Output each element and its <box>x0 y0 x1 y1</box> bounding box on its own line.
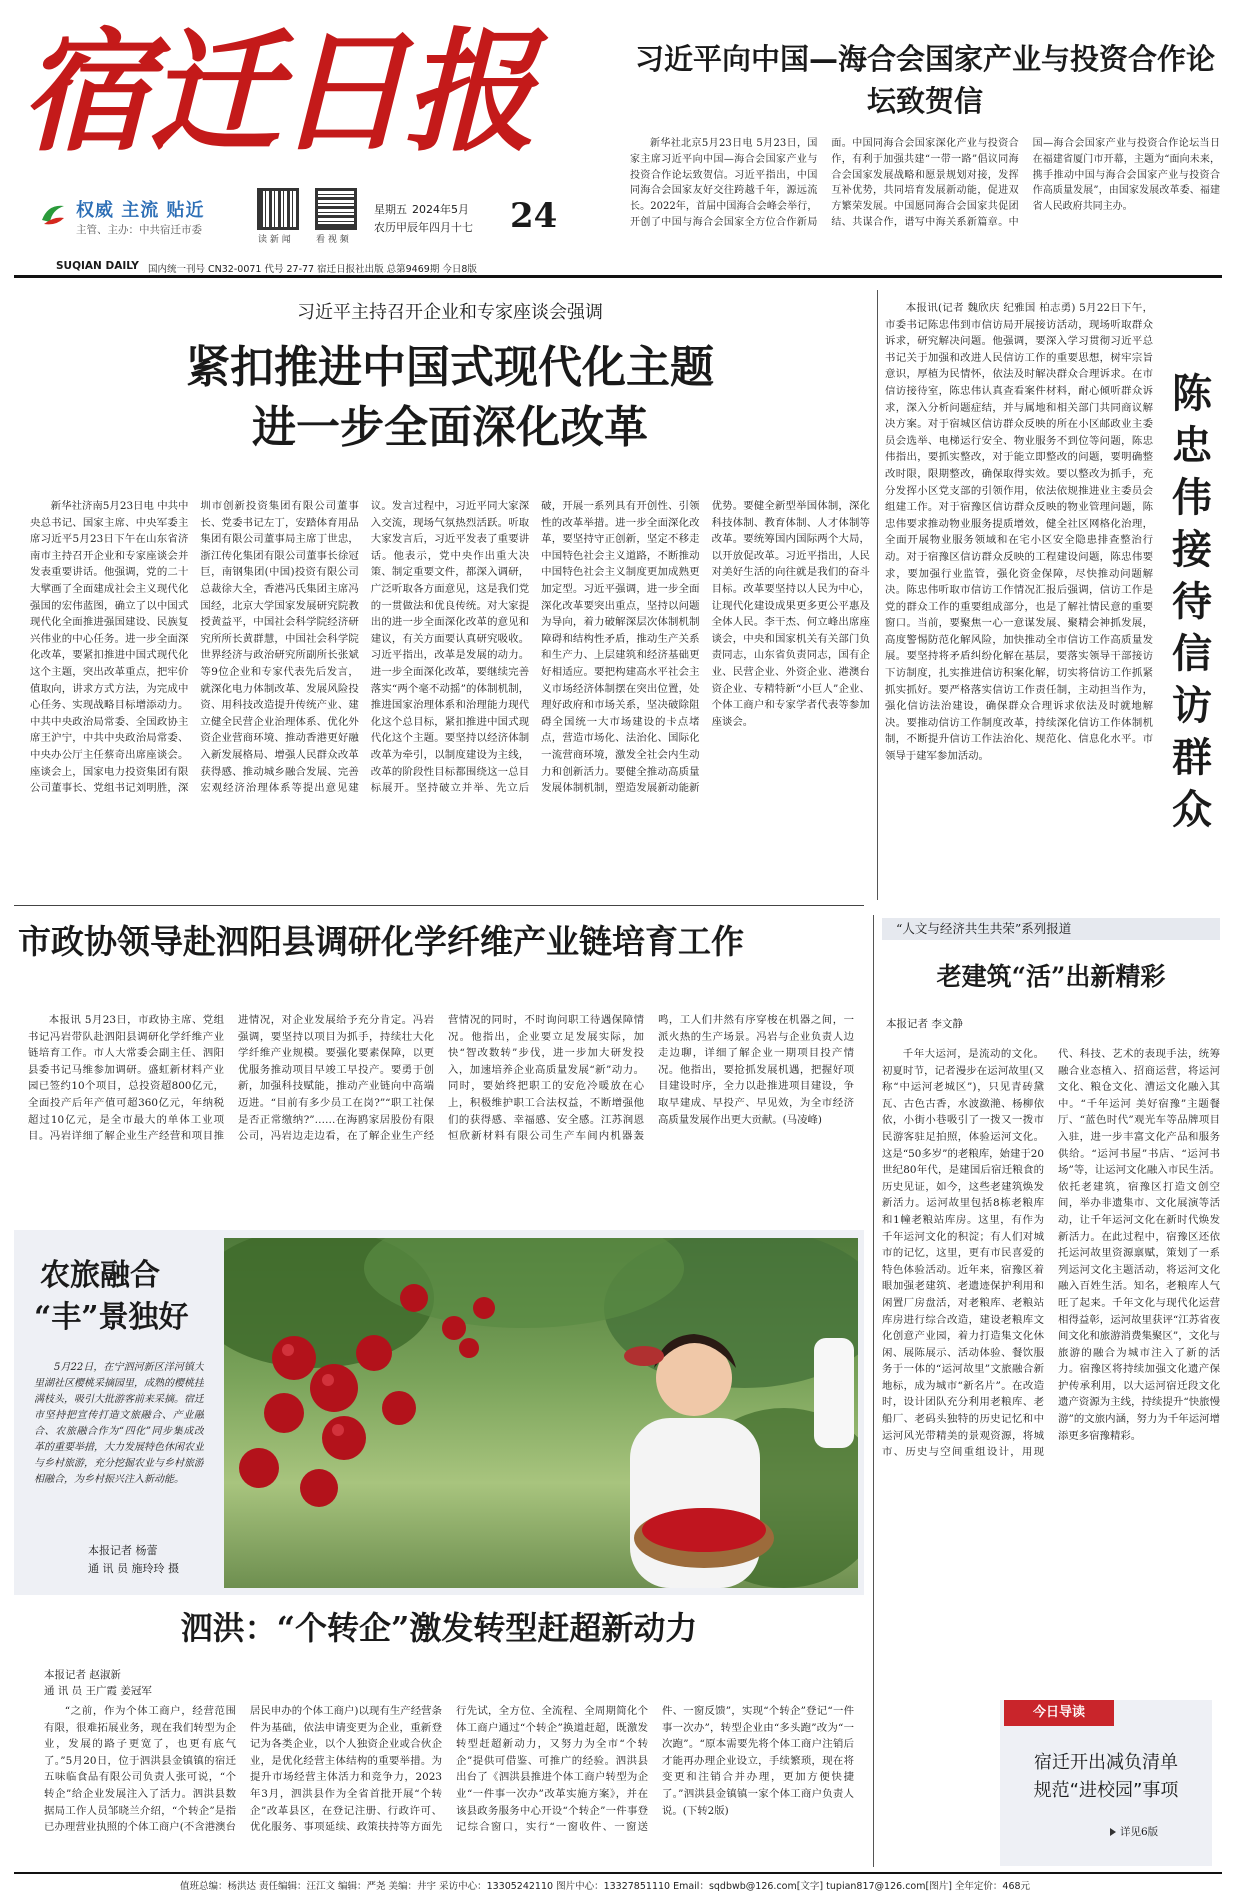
column-divider-lower <box>873 915 874 1867</box>
preview-headline-line2: 规范“进校园”事项 <box>1033 1780 1179 1801</box>
lead-headline-line1: 紧扣推进中国式现代化主题 <box>186 342 714 393</box>
preview-page-ref-label: 详见6版 <box>1120 1826 1159 1838</box>
masthead <box>20 8 620 278</box>
slogan: 权威 主流 贴近 <box>76 200 205 221</box>
chen-headline: 陈忠伟接待信访群众 <box>1172 370 1212 833</box>
sihong-byline-2: 通 讯 员 王广霞 姜冠军 <box>44 1685 152 1697</box>
preview-label: 今日导读 <box>1004 1700 1114 1726</box>
lead-story <box>30 300 870 900</box>
sihong-story-text: “之前，作为个体工商户，经营范围有限，很难拓展业务，现在我们转型为企业，发展的路子更宽了，也更有底气了。”5月20日，位于泗洪县金镇镇的宿迁五味临食品有限公司负责人张可说，“个转企”给企业发展注入了活力。泗洪县数据局工作人员邹晓兰介绍，“个转企”是指已办理营业执照的个体工商户(不含港澳台居民申办的个体工商户)以现有生产经营条件为基础，依法申请变更为企业，重新登记为各类企业，以个人独资企业或合伙企业，是优化经营主体结构的重要举措。为提升市场经营主体活力和竞争力，2023年3月，泗洪县作为全省首批开展“个转企”改革县区，在登记注册、行政许可、优化服务、事项延续、政策扶持等方面先行先试，全方位、全流程、全周期简化个体工商户通过“个转企”换道赶超，既激发转型赶超新动力，又努力为全市“个转企”提供可借鉴、可推广的经验。泗洪县出台了《泗洪县推进个体工商户转型为企业“一件事一次办”改革实施方案》，并在该县政务服务中心开设“个转企”一件事登记综合窗口，实行“一窗收件、一窗送件、一窗反馈”，实现“个转企”登记“一件事一次办”，转型企业由“多头跑”改为“一次跑”。“原本需要先将个体工商户注销后才能再办理企业设立，手续繁琐，现在将变更和注销合并办理，更加方便快捷了。”泗洪县金镇镇一家个体工商户负责人说。(下转2版) <box>44 1705 854 1834</box>
photo-byline-2: 通 讯 员 施玲玲 摄 <box>88 1562 179 1575</box>
preview-box[interactable] <box>1000 1700 1212 1866</box>
slogan-logo-icon <box>38 200 68 230</box>
series-label: “人文与经济共生共荣”系列报道 <box>882 918 1220 940</box>
chevron-right-icon <box>1110 1828 1116 1836</box>
column-divider <box>877 290 878 900</box>
cppcc-story-text: 本报讯 5月23日，市政协主席、党组书记冯岩带队赴泗阳县调研化学纤维产业链培育工作。市人大常委会副主任、泗阳县委书记马维参加调研。盛虹新材料产业园已签约10个项目，总投资超800亿元，全面投产后年产值可超360亿元，年纳税超过10亿元，是全市最大的单体工业项目。冯岩详细了解企业生产经营和项目推进情况，对企业发展给予充分肯定。冯岩强调，要坚持以项目为抓手，持续壮大化学纤维产业规模。要强化要素保障，以更优服务推动项目早竣工早投产。要勇于创新，加强科技赋能，推动产业链向中高端迈进。“目前有多少员工在岗?”“职工社保是否正常缴纳?”……在海鸥家居股份有限公司，冯岩边走边看，在了解企业生产经营情况的同时，不时询问职工待遇保障情况。他指出，企业要立足发展实际，加快“智改数转”步伐，进一步加大研发投入，加速培养企业高质量发展“新”动力。同时，要始终把职工的安危冷暖放在心上，积极维护职工合法权益，不断增强他们的获得感、幸福感、安全感。江苏润恩恒欣新材料有限公司生产车间内机器轰鸣，工人们井然有序穿梭在机器之间，一派火热的生产场景。冯岩与企业负责人边走边聊，详细了解企业一期项目投产情况。他指出，要抢抓发展机遇，把握好项目建设时序，全力以赴推进项目建设，争取早建成、早投产、早见效，为全市经济高质量发展作出更大贡献。(马凌峰) <box>28 1014 854 1143</box>
top-story-text: 新华社北京5月23日电 5月23日，国家主席习近平向中国—海合会国家产业与投资合作论坛致贺信。习近平指出，中国同海合会国家友好交往跨越千年，源远流长。2022年，首届中国海合会峰会举行，开创了中国与海合会国家全方位合作新局面。中国同海合会国家深化产业与投资合作，有利于加强共建“一带一路”倡议同海合会国家发展战略和愿景规划对接，发挥互补优势，共同培育发展新动能，促进双方繁荣发展。中国愿同海合会国家共促团结、共谋合作，谱写中海关系新篇章。中国—海合会国家产业与投资合作论坛当日在福建省厦门市开幕，主题为“面向未来，携手推动中国与海合会国家产业与投资合作高质量发展”，由国家发展改革委、福建省人民政府共同主办。 <box>630 138 1220 228</box>
lead-kicker: 习近平主持召开企业和专家座谈会强调 <box>297 302 603 323</box>
photo-title-line1: 农旅融合 <box>40 1258 160 1293</box>
footer-rule <box>14 1872 1222 1874</box>
qr-label-video: 看 视 频 <box>316 235 349 245</box>
photo-byline-1: 本报记者 杨蕾 <box>88 1544 158 1557</box>
qr-code-news[interactable] <box>257 188 299 230</box>
english-name: SUQIAN DAILY <box>56 260 139 272</box>
cppcc-story <box>14 918 864 1218</box>
preview-page-ref[interactable] <box>1110 1824 1158 1839</box>
lead-headline-line2: 进一步全面深化改革 <box>252 402 648 453</box>
sihong-headline: 泗洪：“个转企”激发转型赶超新动力 <box>180 1609 698 1647</box>
lead-story-text: 新华社济南5月23日电 中共中央总书记、国家主席、中央军委主席习近平5月23日下午在山东省济南市主持召开企业和专家座谈会并发表重要讲话。他强调，党的二十大擘画了全面建成社会主义现代化强国的宏伟蓝图，确立了以中国式现代化全面推进强国建设、民族复兴伟业的中心任务。进一步全面深化改革，要紧扣推进中国式现代化这个主题，突出改革重点，把牢价值取向，讲求方式方法，为完成中心任务、实现战略目标增添动力。中共中央政治局常委、全国政协主席王沪宁，中共中央政治局常委、中央办公厅主任蔡奇出席座谈会。座谈会上，国家电力投资集团有限公司董事长、党组书记刘明胜，深圳市创新投资集团有限公司董事长、党委书记左丁，安踏体育用品集团有限公司董事局主席丁世忠，浙江传化集团有限公司董事长徐冠巨，南钢集团(中国)投资有限公司总裁徐大全，香港冯氏集团主席冯国经，北京大学国家发展研究院教授黄益平，中国社会科学院经济研究所所长黄群慧，中国社会科学院世界经济与政治研究所副所长张斌等9位企业和专家代表先后发言，就深化电力体制改革、发展风险投资、用科技改造提升传统产业、建立健全民营企业治理体系、优化外资企业营商环境、推动香港更好融入新发展格局、增强人民群众改革获得感、推动城乡融合发展、完善宏观经济治理体系等提出意见建议。发言过程中，习近平同大家深入交流，现场气氛热烈活跃。听取大家发言后，习近平发表了重要讲话。他表示，党中央作出重大决策、制定重要文件，都深入调研，广泛听取各方面意见，这是我们党的一贯做法和优良传统。对大家提出的进一步全面深化改革的意见和建议，有关方面要认真研究吸收。习近平指出，改革是发展的动力。进一步全面深化改革，要继续完善落实“两个毫不动摇”的体制机制，推进国家治理体系和治理能力现代化这个总目标，紧扣推进中国式现代化这个主题。要坚持以经济体制改革为牵引，以制度建设为主线，改革的阶段性目标都围绕这一总目标展开。坚持破立并举、先立后破，开展一系列具有开创性、引领性的改革举措。进一步全面深化改革，要坚持守正创新，坚定不移走中国特色社会主义道路，不断推动中国特色社会主义制度更加成熟更加定型。习近平强调，进一步全面深化改革要突出重点，坚持以问题为导向，着力破解深层次体制机制障碍和结构性矛盾，推动生产关系和生产力、上层建筑和经济基础更好相适应。要把构建高水平社会主义市场经济体制摆在突出位置，处理好政府和市场关系，坚决破除阻碍全国统一大市场建设的卡点堵点，营造市场化、法治化、国际化一流营商环境，激发全社会内生动力和创新活力。要健全推动高质量发展体制机制，塑造发展新动能新优势。要健全新型举国体制，深化科技体制、教育体制、人才体制等改革。要统筹国内国际两个大局，以开放促改革。习近平指出，人民对美好生活的向往就是我们的奋斗目标。改革要坚持以人民为中心，让现代化建设成果更多更公平惠及全体人民。李干杰、何立峰出席座谈会，中央和国家机关有关部门负责同志，山东省负责同志，国有企业、民营企业、外资企业、港澳台资企业、专精特新“小巨人”企业、个体工商户和专家学者代表等参加座谈会。 <box>30 500 870 795</box>
chen-story-text: 本报讯(记者 魏欣庆 纪雅国 柏志勇) 5月22日下午，市委书记陈忠伟到市信访局开展接访活动，现场听取群众诉求，研究解决问题。他强调，要深入学习贯彻习近平总书记关于加强和改进人民信访工作的重要思想，树牢宗旨意识，厚植为民情怀，依法及时解决群众合理诉求。在市信访接待室，陈忠伟认真查看案件材料，耐心倾听群众诉求，深入分析问题症结，并与属地和相关部门共同商议解决方案。对于宿城区信访群众反映的所在小区邮政业主委员会选举、电梯运行安全、物业服务不到位等问题，陈忠伟指出，要抓实整改，对于能立即整改的问题，要明确整改时限，限期整改，确保取得实效。要以整改为抓手，充分发挥小区党支部的引领作用，依法依规推进业主委员会组建工作。对于宿豫区信访群众反映的物业管理问题，陈忠伟要求推动物业服务提质增效，健全社区网格化治理，全面开展物业服务领域和在宅小区安全隐患排查整治行动。对于宿豫区信访群众反映的工程建设问题，陈忠伟要求，要加强行业监管，强化资金保障，尽快推动问题解决。陈忠伟听取市信访工作情况汇报后强调，信访工作是党的群众工作的重要组成部分，也是了解社情民意的重要窗口。当前，要聚焦一心一意谋发展、聚精会神抓发展，高度警惕防范化解风险，加快推动全市信访工作高质量发展。要坚持将矛盾纠纷化解在基层，要落实领导干部接访下访制度，扎实推进信访积案化解，切实将信访工作抓紧抓实抓好。要严格落实信访工作责任制，主动担当作为，强化信访法治建设，确保群众合理诉求依法及时就地解决。要推动信访工作制度改革，持续深化信访工作体制机制，不断提升信访工作法治化、规范化、信息化水平。市领导于建军参加活动。 <box>885 302 1153 763</box>
cherry-orchard-photo <box>224 1238 858 1588</box>
masthead-rule <box>14 275 1222 278</box>
issue-info: 国内统一刊号 CN32-0071 代号 27-77 宿迁日报社出版 总第9469期 今日8版 <box>148 264 477 275</box>
preview-headline-line1: 宿迁开出减负清单 <box>1034 1752 1178 1773</box>
series-byline: 本报记者 李文静 <box>886 1018 963 1030</box>
photo-feature-panel <box>14 1230 864 1595</box>
photo-title-line2: “丰”景独好 <box>34 1300 189 1335</box>
photo-caption: 5月22日，在宁泗河新区洋河镇大里湖社区樱桃采摘园里，成熟的樱桃挂满枝头，吸引大批游客前来采摘。宿迁市坚持把宣传打造文旅融合、产业融合、农旅融合作为“四化”同步集成改革的重要举措，大力发展特色休闲农业与乡村旅游，充分挖掘农业与乡村旅游相融合，为乡村振兴注入新动能。 <box>34 1362 204 1485</box>
sihong-story <box>14 1605 864 1867</box>
top-story-headline: 习近平向中国—海合会国家产业与投资合作论坛致贺信 <box>634 42 1215 118</box>
chen-story <box>885 300 1220 900</box>
sihong-byline-1: 本报记者 赵淑新 <box>44 1669 121 1681</box>
cherry-orchard-illustration <box>224 1238 858 1588</box>
series-story-text: 千年大运河，是流动的文化。初夏时节，记者漫步在运河故里(又称“中运河老城区”)，只见青砖黛瓦、古色古香，水波潋滟、杨柳依依，小街小巷吸引了一拨又一拨市民游客驻足拍照，体验运河文化。这是“50多岁”的老粮库，始建于20世纪80年代，是建国后宿迁粮食的历史见证，如今，这些老建筑焕发新活力。运河故里包括8栋老粮库和1幢老粮站库房。这里，有作为千年运河文化的积淀；有人们对城市的记忆，这里，更有市民喜爱的特色体验活动。近年来，宿豫区着眼加强老建筑、老遗迹保护利用和闲置厂房盘活，对老粮库、老粮站库房进行综合改造，建设老粮库文化创意产业园，着力打造集文化休闲、展陈展示、活动体验、餐饮服务于一体的“运河故里”文旅融合新地标，成为城市“新名片”。在改造时，设计团队充分利用老粮库、老船厂、老码头独特的历史记忆和中运河风光带精美的景观资源，将城市、历史与空间重组设计，用现代、科技、艺术的表现手法，统筹融合业态植入、招商运营，将运河文化、粮仓文化、漕运文化融入其中。“千年运河 美好宿豫”主题餐厅、“蓝色时代”观光车等品牌项目入驻，进一步丰富文化产品和服务供给。“运河书屋”书店、“运河书场”等，让运河文化融入市民生活。依托老建筑，宿豫区打造文创空间，举办非遗集市、文化展演等活动，让千年运河文化在新时代焕发新活力。在此过程中，宿豫区还依托运河故里资源禀赋，策划了一系列运河文化主题活动，将运河文化融入百姓生活。知名，老粮库人气旺了起来。千年文化与现代化运营相得益彰，运河故里获评“江苏省夜间文化和旅游消费集聚区”，文化与旅游的融合为城市注入了新的活力。宿豫区将持续加强文化遗产保护传承利用，以大运河宿迁段文化遗产资源为主线，持续提升“快旅慢游”的文旅内涵，努力为千年运河增添更多宿豫精彩。 <box>882 1048 1220 1459</box>
cppcc-headline: 市政协领导赴泗阳县调研化学纤维产业链培育工作 <box>18 922 744 961</box>
masthead-title: 宿迁日报 <box>20 15 532 170</box>
weekday: 星期五 <box>374 203 407 216</box>
qr-code-video[interactable] <box>315 188 357 230</box>
day-number: 24 <box>510 196 558 236</box>
qr-label-news: 读 新 闻 <box>258 235 291 245</box>
series-story <box>882 918 1220 1696</box>
sponsor: 主管、主办：中共宿迁市委 <box>76 224 202 236</box>
footer-credits: 值班总编：杨洪达 责任编辑：汪江文 编辑：严尧 美编：井宇 采访中心：13305242110 图片中心：13327851110 Email：sqdbwb@126.com[文字] tupian817@126.com[图片] 全年定价：468元 <box>180 1881 1031 1892</box>
lead-bottom-rule <box>14 905 864 906</box>
lunar-date: 农历甲辰年四月十七 <box>374 221 473 234</box>
issue-date: 2024年5月 <box>412 203 469 216</box>
top-story <box>630 38 1220 270</box>
series-headline: 老建筑“活”出新精彩 <box>936 962 1166 991</box>
